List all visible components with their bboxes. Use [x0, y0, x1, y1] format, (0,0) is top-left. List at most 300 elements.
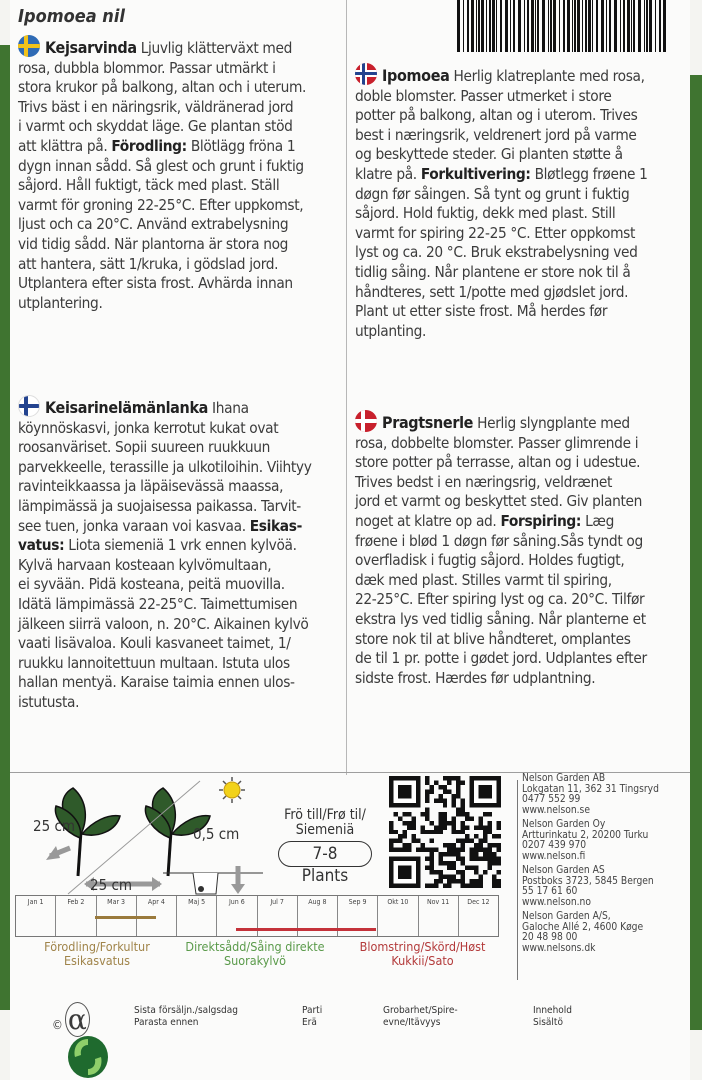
qr-module	[425, 789, 429, 793]
qr-module	[461, 884, 465, 888]
text: frøene i blød 1 døgn før såning.Sås tyndt og	[355, 531, 643, 550]
qr-module	[474, 857, 478, 861]
barcode-bar	[537, 0, 539, 52]
qr-module	[456, 789, 460, 793]
qr-module	[429, 852, 433, 856]
qr-module	[411, 839, 415, 843]
qr-module	[438, 785, 442, 789]
calendar-month: Jul 7	[258, 896, 298, 936]
barcode-bar	[518, 0, 521, 52]
qr-module	[447, 879, 451, 883]
qr-module	[492, 852, 496, 856]
qr-module	[434, 870, 438, 874]
qr-module	[443, 843, 447, 847]
qr-module	[465, 812, 469, 816]
qr-module	[393, 830, 397, 834]
barcode-bar	[463, 0, 464, 52]
qr-module	[456, 812, 460, 816]
qr-module	[479, 839, 483, 843]
qr-module	[479, 879, 483, 883]
company-name: Nelson Garden Oy	[522, 819, 606, 830]
qr-module	[438, 812, 442, 816]
text: Ljuvlig klätterväxt med	[136, 39, 292, 57]
alpha-logo: © α	[52, 1003, 90, 1036]
qr-module	[456, 830, 460, 834]
text: Liota siemeniä 1 vrk ennen kylvöä.	[64, 536, 297, 555]
qr-module	[389, 848, 393, 852]
qr-module	[407, 848, 411, 852]
qr-module	[438, 857, 442, 861]
barcode-bar	[620, 0, 621, 52]
qr-module	[497, 843, 501, 847]
qr-module	[429, 821, 433, 825]
qr-module	[483, 857, 487, 861]
text: såjord. Hold fuktig, dekk med plast. Still	[355, 204, 616, 223]
barcode-bar	[513, 0, 515, 52]
barcode-bar	[471, 0, 474, 52]
qr-module	[393, 839, 397, 843]
qr-module	[456, 785, 460, 789]
qr-module	[488, 848, 492, 852]
text: store nok til at blive håndteret, omplantes	[355, 629, 631, 648]
barcode-bar	[500, 0, 502, 52]
qr-module	[456, 794, 460, 798]
qr-module	[447, 848, 451, 852]
qr-module	[488, 821, 492, 825]
barcode-bar	[524, 0, 525, 52]
barcode-bar	[559, 0, 560, 52]
company-phone: 20 48 98 00	[522, 932, 578, 943]
qr-module	[402, 848, 406, 852]
qr-module	[461, 857, 465, 861]
calendar-month: Feb 2	[56, 896, 96, 936]
seed-depth-icon	[163, 866, 263, 896]
text: varmt för groning 22-25°C. Efter uppkomst,	[18, 195, 304, 214]
bold-term: Forspiring:	[500, 511, 582, 530]
qr-module	[393, 848, 397, 852]
qr-module	[488, 852, 492, 856]
qr-module	[429, 839, 433, 843]
barcode-bar	[633, 0, 635, 52]
qr-module	[402, 843, 406, 847]
text: potter på balkong, altan og i uterom. Trives	[355, 106, 638, 125]
text: klatre på.	[355, 164, 421, 183]
legend-direct-sowing	[170, 940, 340, 968]
denmark-flag-icon	[355, 410, 377, 432]
qr-module	[443, 798, 447, 802]
company-web[interactable]: www.nelson.fi	[522, 850, 586, 862]
qr-module	[398, 834, 402, 838]
text: lyst og ca. 20 °C. Bruk ekstrabelysning ved	[355, 243, 638, 262]
qr-module	[420, 812, 424, 816]
barcode-bar	[486, 0, 487, 52]
qr-module	[389, 843, 393, 847]
company-phone: 55 17 61 60	[522, 886, 578, 897]
qr-module	[483, 830, 487, 834]
qr-module	[456, 780, 460, 784]
qr-code	[388, 776, 502, 888]
qr-module	[447, 866, 451, 870]
bold-term: Esikas-	[249, 516, 302, 535]
qr-module	[470, 839, 474, 843]
legend-precultivation	[22, 940, 172, 968]
qr-module	[447, 875, 451, 879]
barcode-bar	[457, 0, 460, 52]
plant-spacing-label: 25 cm	[90, 876, 133, 894]
barcode-bar	[496, 0, 497, 52]
text: dæk med plast. Stilles varmt til spiring,	[355, 570, 612, 589]
qr-module	[429, 785, 433, 789]
qr-module	[461, 798, 465, 802]
qr-module	[474, 870, 478, 874]
legend-text: Blomstring/Skörd/Høst	[359, 939, 486, 954]
company-web[interactable]: www.nelson.no	[522, 896, 591, 908]
text: noget at klatre op ad.	[355, 511, 501, 530]
green-edge-right	[690, 75, 702, 1030]
qr-module	[483, 852, 487, 856]
barcode-bar	[592, 0, 593, 52]
calendar-month: Okt 10	[378, 896, 418, 936]
company-name: Nelson Garden A/S,	[522, 911, 611, 922]
qr-module	[497, 834, 501, 838]
qr-module	[488, 843, 492, 847]
qr-module	[398, 866, 411, 879]
text: ravinteikkaassa ja läpäisevässä maassa,	[18, 477, 284, 496]
qr-module	[447, 843, 451, 847]
calendar-bar-pre-cultivation	[95, 916, 155, 919]
qr-module	[425, 816, 429, 820]
qr-module	[452, 875, 456, 879]
text: rosa, dubbla blommor. Passar utmärkt i	[18, 58, 276, 77]
qr-module	[465, 834, 469, 838]
text: tidlig såing. Når plantene er store nok til å	[355, 262, 631, 281]
qr-module	[429, 870, 433, 874]
qr-module	[474, 866, 478, 870]
text: att hantera, sätt 1/kruka, i gödslad jord.	[18, 254, 279, 273]
barcode-bar	[659, 0, 661, 52]
qr-module	[425, 794, 429, 798]
qr-module	[438, 825, 442, 829]
qr-module	[434, 798, 438, 802]
qr-module	[465, 825, 469, 829]
legend-text: Esikasvatus	[63, 953, 131, 968]
qr-module	[461, 870, 465, 874]
text: Læg	[581, 511, 614, 530]
qr-module	[443, 861, 447, 865]
qr-module	[452, 798, 456, 802]
qr-module	[429, 857, 433, 861]
text: overfladisk i fugtig såjord. Holdes fugtigt,	[355, 551, 625, 570]
qr-module	[447, 789, 451, 793]
qr-module	[465, 884, 469, 888]
qr-module	[429, 866, 433, 870]
calendar-month: Aug 8	[298, 896, 338, 936]
calendar-bar-flowering	[236, 928, 377, 931]
qr-module	[470, 866, 474, 870]
barcode-bar	[478, 0, 480, 52]
text: dygn innan sådd. Så glest och grunt i fuktig	[18, 156, 304, 175]
qr-module	[389, 821, 393, 825]
text: ei syvään. Pidä kosteana, peitä muovilla.	[18, 575, 285, 594]
text: Trivs bäst i en näringsrik, väldränerad jord	[18, 97, 294, 116]
qr-module	[479, 821, 483, 825]
company-phone: 0477 552 99	[522, 794, 581, 805]
company-web[interactable]: www.nelson.se	[522, 804, 590, 816]
text: parvekkeelle, terassille ja ulkotiloihin. Viihtyy	[18, 457, 312, 476]
qr-module	[447, 861, 451, 865]
company-name: Nelson Garden AS	[522, 865, 605, 876]
qr-module	[452, 843, 456, 847]
seed-label: Siemeniä	[295, 822, 355, 838]
qr-module	[443, 789, 447, 793]
qr-module	[425, 866, 429, 870]
barcode-bar	[535, 0, 536, 52]
qr-module	[425, 812, 429, 816]
text: Bløtlegg frøene 1	[530, 164, 648, 183]
contents-label	[533, 1005, 572, 1029]
text: Plant ut etter siste frost. Må herdes før	[355, 302, 608, 321]
qr-module	[452, 816, 456, 820]
qr-module	[438, 861, 442, 865]
qr-module	[438, 821, 442, 825]
barcode-bar	[577, 0, 580, 52]
barcode-bar	[542, 0, 545, 52]
qr-module	[479, 875, 483, 879]
company-addresses	[522, 774, 659, 958]
qr-module	[438, 816, 442, 820]
qr-module	[488, 830, 492, 834]
bold-term: vatus:	[18, 536, 65, 555]
qr-module	[461, 843, 465, 847]
qr-module	[434, 780, 438, 784]
qr-module	[407, 825, 411, 829]
qr-module	[443, 825, 447, 829]
qr-module	[438, 879, 442, 883]
qr-module	[411, 821, 415, 825]
qr-module	[483, 839, 487, 843]
qr-module	[398, 848, 402, 852]
qr-module	[456, 857, 460, 861]
barcode-bar	[644, 0, 645, 52]
qr-module	[461, 861, 465, 865]
qr-module	[447, 852, 451, 856]
qr-module	[474, 879, 478, 883]
qr-module	[479, 785, 492, 798]
qr-module	[492, 843, 496, 847]
barcode-bar	[638, 0, 641, 52]
qr-module	[479, 884, 483, 888]
label-text: Grobarhet/Spire-	[383, 1005, 458, 1016]
section-swedish	[18, 35, 348, 313]
qr-module	[456, 839, 460, 843]
text: ruukku lannoitettuun multaan. Istuta ulos	[18, 653, 290, 672]
qr-module	[479, 857, 483, 861]
qr-module	[420, 848, 424, 852]
barcode-bar	[596, 0, 598, 52]
qr-module	[429, 830, 433, 834]
qr-module	[461, 803, 465, 807]
copyright-symbol: ©	[52, 1018, 63, 1032]
qr-module	[497, 861, 501, 865]
qr-module	[420, 825, 424, 829]
qr-module	[443, 812, 447, 816]
qr-module	[416, 848, 420, 852]
qr-module	[470, 852, 474, 856]
text: stora krukor på balkong, altan och i uterum.	[18, 78, 307, 97]
company-address: Galoche Allé 2, 4600 Køge	[522, 921, 644, 933]
text: de til 1 pr. potte i gødet jord. Udplantes efter	[355, 649, 647, 668]
qr-module	[438, 794, 442, 798]
qr-module	[429, 861, 433, 865]
text: att klättra på.	[18, 136, 112, 155]
qr-module	[452, 861, 456, 865]
qr-module	[465, 839, 469, 843]
qr-module	[483, 870, 487, 874]
qr-module	[438, 798, 442, 802]
qr-module	[452, 776, 456, 780]
qr-module	[470, 816, 474, 820]
qr-module	[447, 776, 451, 780]
qr-module	[420, 843, 424, 847]
qr-module	[393, 812, 397, 816]
qr-module	[483, 834, 487, 838]
qr-module	[407, 843, 411, 847]
text: Kylvä harvaan kosteaan kylvömultaan,	[18, 555, 272, 574]
qr-module	[461, 780, 465, 784]
company-name: Nelson Garden AB	[522, 773, 606, 784]
qr-module	[465, 866, 469, 870]
qr-module	[398, 839, 402, 843]
qr-module	[438, 852, 442, 856]
qr-module	[398, 816, 402, 820]
text: best i næringsrik, veldrenert jord på varme	[355, 125, 637, 144]
text: lämpimässä ja suojaisessa paikassa. Tarvit-	[18, 496, 301, 515]
row-spacing-label: 25 cm	[33, 817, 76, 835]
seed-count-box	[275, 808, 375, 884]
qr-module	[434, 830, 438, 834]
qr-module	[398, 785, 411, 798]
company-address: Postboks 3723, 5845 Bergen	[522, 875, 654, 887]
qr-module	[447, 780, 451, 784]
barcode-bar	[631, 0, 632, 52]
finnish-name: Keisarinelämänlanka	[45, 398, 209, 417]
barcode-bar	[663, 0, 666, 52]
qr-module	[434, 884, 438, 888]
calendar-month: Sep 9	[338, 896, 378, 936]
sun-icon	[219, 777, 245, 803]
barcode-bar	[623, 0, 625, 52]
text: store potter på terrasse, altan og i udestue.	[355, 453, 641, 472]
barcode-bar	[467, 0, 469, 52]
barcode-bar	[574, 0, 576, 52]
barcode-bar	[563, 0, 565, 52]
qr-module	[461, 839, 465, 843]
text: ljust och ca 20°C. Använd extrabelysning	[18, 215, 289, 234]
qr-module	[452, 830, 456, 834]
qr-module	[425, 884, 429, 888]
text: sidste frost. Hærdes før udplantning.	[355, 668, 596, 687]
qr-module	[483, 812, 487, 816]
bold-term: Förodling:	[111, 136, 187, 155]
company-phone: 0207 439 970	[522, 840, 587, 851]
qr-module	[497, 848, 501, 852]
qr-module	[474, 852, 478, 856]
calendar-month: Jun 6	[217, 896, 257, 936]
qr-module	[443, 884, 447, 888]
qr-module	[488, 857, 492, 861]
barcode-bar	[548, 0, 549, 52]
text: jälkeen siirrä valoon, n. 20°C. Aikainen kylvö	[18, 614, 309, 633]
calendar-month: Maj 5	[177, 896, 217, 936]
barcode-bar	[646, 0, 648, 52]
qr-module	[497, 879, 501, 883]
qr-module	[483, 848, 487, 852]
text: Blötlägg fröna 1	[186, 136, 296, 155]
sweden-flag-icon	[18, 35, 40, 57]
lot-label	[302, 1005, 322, 1029]
qr-module	[474, 884, 478, 888]
qr-module	[416, 839, 420, 843]
qr-module	[429, 789, 433, 793]
qr-module	[479, 843, 483, 847]
label-text: Parasta ennen	[134, 1017, 199, 1028]
qr-module	[461, 825, 465, 829]
text: i varmt och skyddat läge. Ge plantan stöd	[18, 117, 293, 136]
legend-text: Förodling/Forkultur	[44, 939, 150, 954]
text: doble blomster. Passer utmerket i store	[355, 86, 612, 105]
barcode-bar	[572, 0, 573, 52]
qr-module	[389, 830, 393, 834]
qr-module	[425, 798, 429, 802]
qr-module	[461, 821, 465, 825]
sowing-depth-label: 0,5 cm	[193, 825, 240, 843]
legend-text: Kukkii/Sato	[391, 953, 454, 968]
calendar-month: Jan 1	[16, 896, 56, 936]
qr-module	[411, 816, 415, 820]
label-text: Sisältö	[533, 1017, 563, 1028]
qr-module	[443, 776, 447, 780]
barcode-bar	[481, 0, 484, 52]
barcode-bar	[585, 0, 587, 52]
company-web[interactable]: www.nelsons.dk	[522, 942, 596, 954]
qr-module	[456, 870, 460, 874]
qr-module	[434, 825, 438, 829]
barcode-bar	[550, 0, 552, 52]
norwegian-name: Ipomoea	[382, 66, 450, 85]
barcode-bar	[588, 0, 591, 52]
text: såjord. Håll fuktigt, täck med plast. Ställ	[18, 176, 280, 195]
seed-label: Frö till/Frø til/	[284, 807, 366, 823]
barcode-bar	[531, 0, 534, 52]
qr-module	[429, 848, 433, 852]
qr-module	[425, 848, 429, 852]
qr-module	[443, 821, 447, 825]
qr-module	[492, 875, 496, 879]
qr-module	[456, 879, 460, 883]
qr-module	[452, 879, 456, 883]
qr-module	[470, 879, 474, 883]
text: vaati lisävaloa. Kouli kasvaneet taimet, 1/	[18, 634, 291, 653]
qr-module	[402, 812, 406, 816]
qr-module	[461, 807, 465, 811]
calendar-month: Mar 3	[97, 896, 137, 936]
qr-module	[420, 830, 424, 834]
barcode-bar	[527, 0, 529, 52]
text: varmt for spiring 22-25 °C. Etter oppkomst	[355, 223, 636, 242]
qr-module	[425, 807, 429, 811]
qr-module	[474, 843, 478, 847]
label-text: Parti	[302, 1005, 323, 1016]
